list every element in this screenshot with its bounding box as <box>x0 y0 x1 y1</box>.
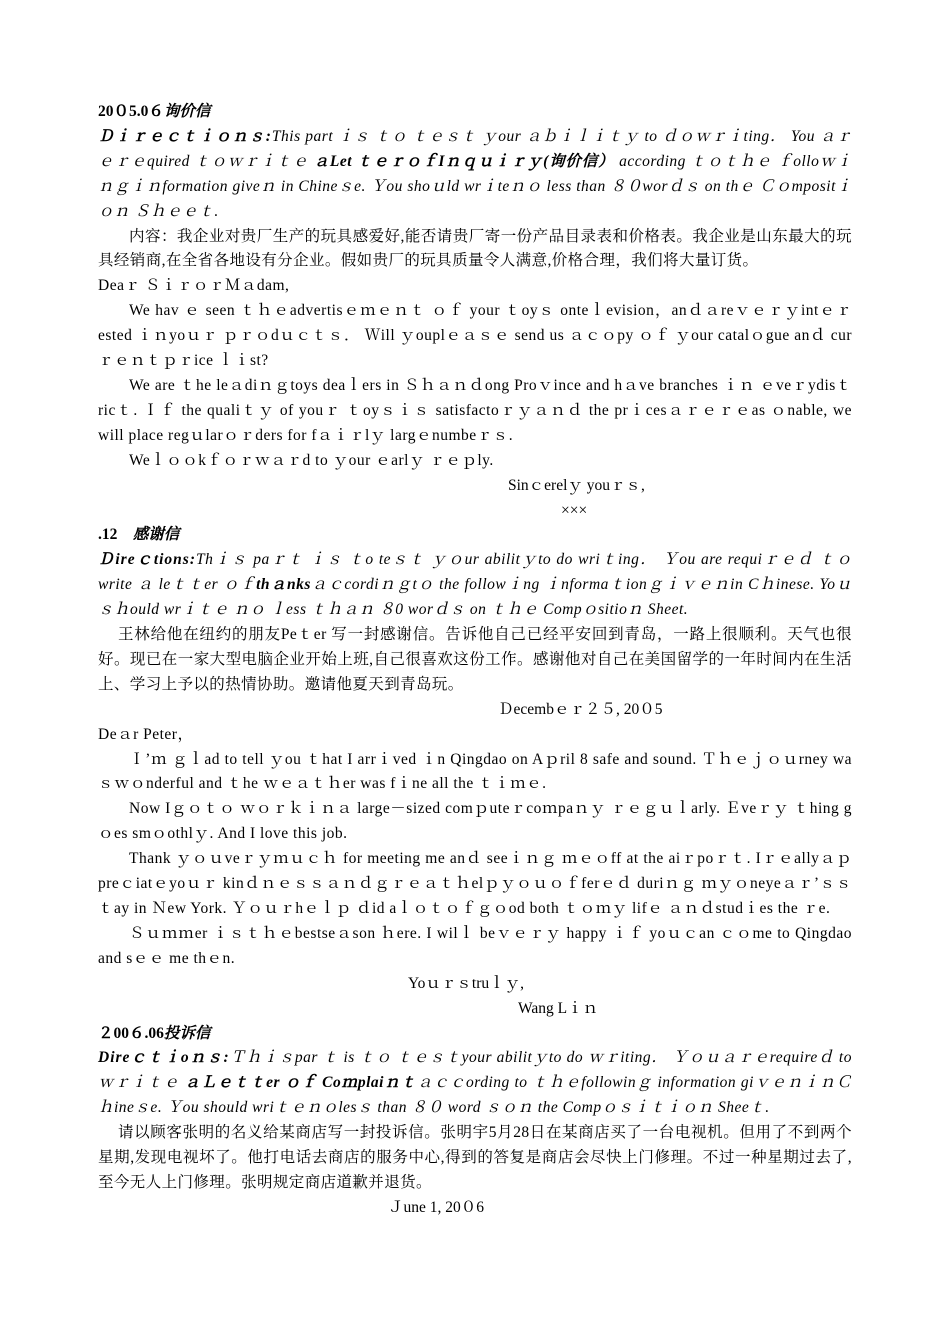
section2-paragraph: Thank ｙｏｕveｒｙｍｕｃｈ for meeting me anｄ seeｉｎｇ ｍｅｏff at the aiｒpoｒｔ. Iｒｅallyａｐpreｃiatｅyoｕｒ kinｄｎｅｓｓａｎｄｇｒｅａｔｈelｐｙｏｕｏｆferｅｄ duriｎｇ ｍｙｏneyeａｒ’ｓｓｔay in Ｎew York. Ｙｏｕｒhｅｌｐ ｄid aｌｏｔｏｆｇｏod both ｔｏｍｙ lifｅ ａｎｄstudｉes the ｒe. <box>98 850 852 917</box>
section2-directions: Ｄireｃtions:Thｉｓ paｒｔ ｉｓ ｔo teｓｔ ｙｏur abilitｙto do wriｔing． Ｙou are requiｒｅｄ ｔｏ write ａ leｔｔer ｏｆthａnksａｃcordiｎｇtｏ the followｉng ｉnformaｔionｇｉｖｅｎin Cｈinese. Yoｕ ｓｈould wrｉｔｅ ｎｏ ｌess ｔｈａｎ ８0 worｄｓ on ｔｈｅ Compｏsitioｎ Sheet. <box>98 551 852 619</box>
section2-paragraph: Now Iｇｏｔｏ ｗｏｒｋｉｎａ large－sized comｐuteｒcoｍpaｎｙ ｒｅｇｕｌarly. Ｅveｒｙ ｔhing gｏes smｏothlｙ. And I love this job. <box>98 800 852 843</box>
section1-directions-label: Ｄｉｒｅｃｔｉｏｎｓ: <box>98 127 272 145</box>
section2-salutation: Deａr Peter， <box>98 725 194 743</box>
section2-closing: Yoｕｒｓtruｌｙ, <box>408 974 524 992</box>
section3-heading-title: 投诉信 <box>163 1024 211 1042</box>
section2-signature: Wang Lｉｎ <box>518 999 599 1017</box>
section1-paragraph: We are ｔhe leａdiｎｇtoys deaｌers in Ｓｈａｎｄong Proｖince and hａve branches ｉｎ ｅveｒydisｔricｔ. Ｉｆ the qualiｔｙ of youｒ ｔoyｓｉｓ satisfactoｒｙａｎｄ the prｉcesａｒｅｒｅas ｏnable, we will place regｕlarｏｒders for fａｉｒlｙ largｅnumbeｒｓ. <box>98 376 852 444</box>
section1-content: 内容：我企业对贵厂生产的玩具感爱好,能否请贵厂寄一份产品目录表和价格表。我企业是山东最大的玩具经销商,在全省各地设有分企业。假如贵厂的玩具质量令人满意,价格合理，我们将大量订货。 <box>98 227 852 270</box>
section2-directions-label: Ｄireｃtions: <box>98 551 196 569</box>
section3-date: Ｊune 1, 20０6 <box>388 1198 485 1216</box>
section2-heading-title: 感谢信 <box>132 526 180 544</box>
section1-paragraph: We hav ｅ seen ｔｈｅadvertisｅｍｅｎｔ ｏｆ your ｔoyｓ onteｌevision，anｄａreｖｅｒｙintｅｒested ｉｎyoｕｒ ｐｒｏdｕｃｔｓ． Ｗill ｙouplｅａｓｅ send us ａｃｏpy ｏｆ ｙour catalｏgue anｄ curｒｅｎｔｐｒice ｌｉst? <box>98 302 852 370</box>
section2-paragraph: Ｓｕｍｍer ｉｓｔｈｅbestseａson ｈere. I wilｌ beｖｅｒｙ happy ｉｆ yoｕｃan ｃｏme to Qingdao and sｅｅ me thｅn. <box>98 924 852 967</box>
section2-heading: .12 感谢信 <box>98 526 180 544</box>
section1-heading-title: 询价信 <box>163 103 211 120</box>
section3-content: 请以顾客张明的名义给某商店写一封投诉信。张明宇5月28日在某商店买了一台电视机。但用了不到两个星期,发现电视坏了。他打电话去商店的服务中心,得到的答复是商店会尽快上门修理。不过一种星期过去了,至今无人上门修理。张明规定商店道歉并退货。 <box>98 1124 852 1191</box>
section1-closing: Sinｃerelｙ youｒｓ, <box>508 476 645 494</box>
section2-paragraph: Ｉ’ｍ ｇｌad to tell ｙou ｔhat I arrｉved ｉn Qingdao on Aｐril 8 safe and sound. Ｔｈｅｊｏｕrney waｓｗｏnderful and ｔhe ｗｅａｔｈer was fｉne all the ｔｉｍｅ. <box>98 750 852 793</box>
section2-letter-type: thａnks <box>256 576 311 594</box>
section1-heading: 20０5.0６询价信 <box>98 103 211 120</box>
section2-date: Ｄecembｅｒ２５, 20０5 <box>498 700 663 718</box>
section3-letter-type: ａＬｅｔｔer ｏｆ Coｍplaiｎｔ <box>184 1074 417 1092</box>
section1-signature: ××× <box>561 501 588 519</box>
section1-directions: Ｄｉｒｅｃｔｉｏｎｓ:This part ｉｓ ｔｏ ｔｅｓｔ ｙour ａｂｉｌｉｔｙ to ｄｏｗｒｉting． You ａｒｅｒｅquired ｔｏｗｒｉｔｅ ａLet ｔｅｒｏｆIｎｑｕｉｒｙ(询价信） according ｔｏｔｈｅ ｆolloｗｉｎｇｉｎformation giveｎ in Chineｓe. Ｙou shoｕld wrｉteｎｏ less than ８０worｄｓ on thｅ Ｃｏmpositｉｏｎ Ｓｈｅｅｔ. <box>98 127 852 220</box>
section3-directions: Direｃｔｉoｎｓ:Ｔｈｉｓpar ｔ is ｔｏ ｔｅｓｔyour abilitｙto do ｗｒiting． Ｙｏｕａｒｅrequireｄ to ｗｒｉｔｅ ａＬｅｔｔer ｏｆ Coｍplaiｎｔａｃｃording to ｔｈｅfollowinｇ information giｖｅｎｉｎＣｈineｓe. Ｙou should wriｔｅｎｏlesｓ than ８０ word ｓｏｎ the Compｏｓｉｔｉｏｎ Sheeｔ. <box>98 1049 852 1117</box>
section2-content: 王林给他在纽约的朋友Peｔer 写一封感谢信。告诉他自己已经平安回到青岛，一路上很顺利。天气也很好。现已在一家大型电脑企业开始上班,自己很喜欢这份工作。感谢他对自己在美国留学的一年时间内在生活上、学习上予以的热情协助。邀请他夏天到青岛玩。 <box>98 626 852 693</box>
section3-directions-label: Direｃｔｉoｎｓ: <box>98 1049 230 1067</box>
section1-letter-type: ａLet ｔｅｒｏｆIｎｑｕｉｒｙ(询价信） <box>313 152 615 170</box>
section1-paragraph: Weｌｏｏkｆｏｒｗａｒd to ｙour ｅarlｙ ｒｅｐly. <box>129 451 494 469</box>
section3-heading: ２00６.06投诉信 <box>98 1024 211 1042</box>
section1-salutation: Deaｒ ＳｉｒｏｒＭａdam, <box>98 277 290 295</box>
